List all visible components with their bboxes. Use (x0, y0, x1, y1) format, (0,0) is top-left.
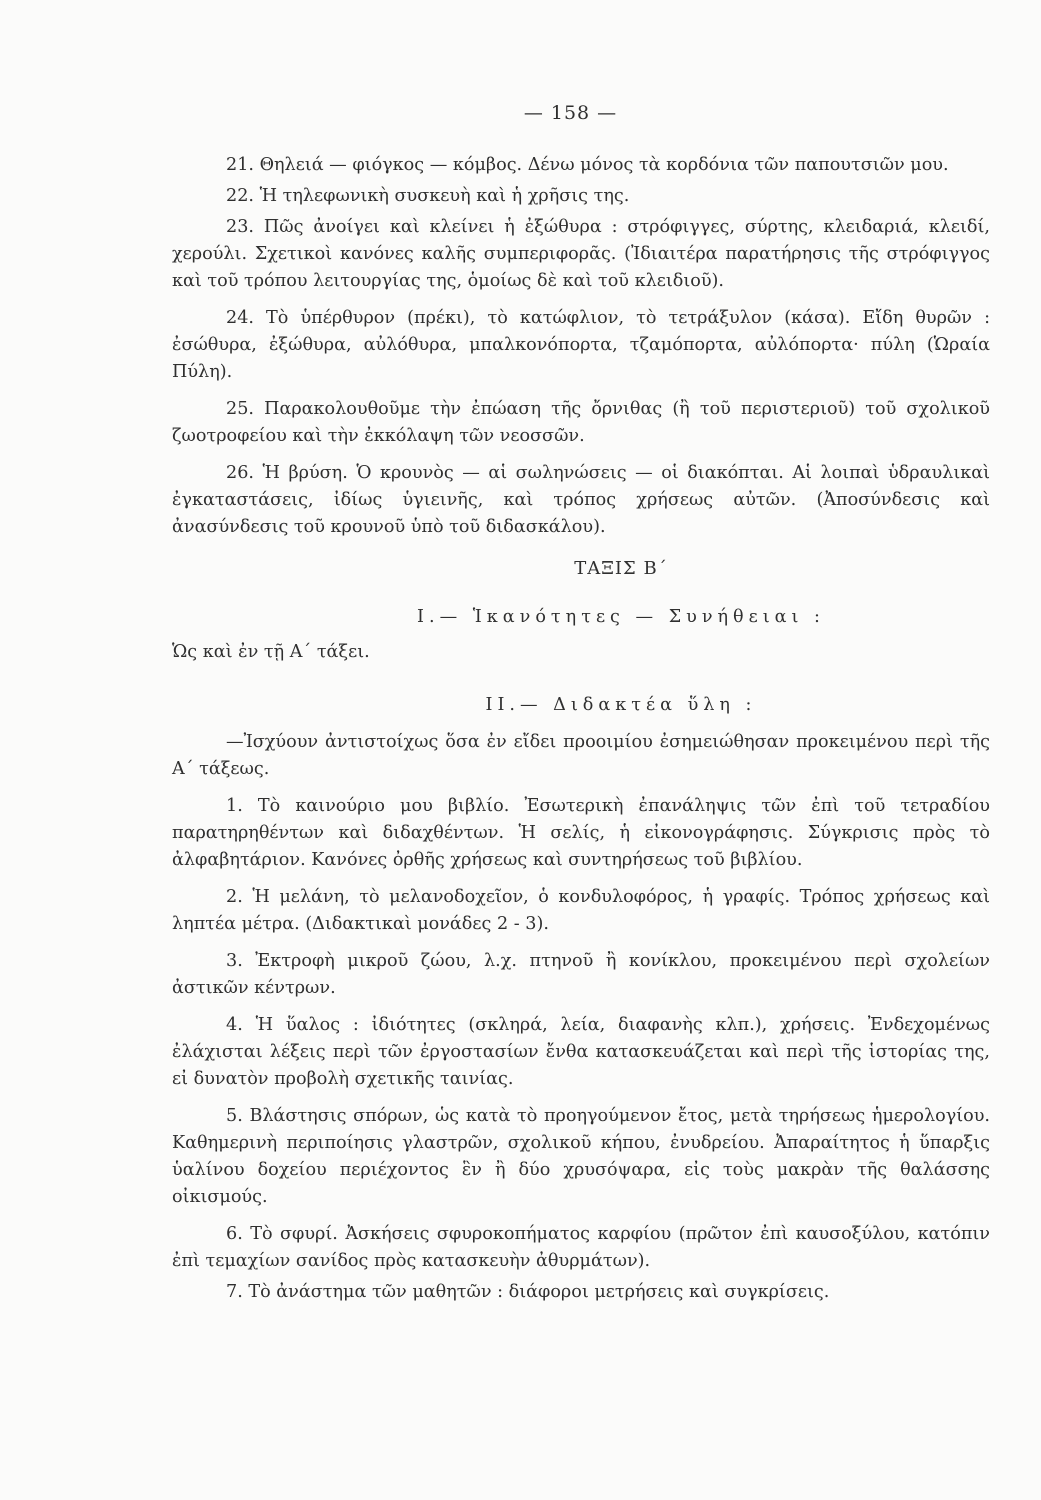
paragraph-item-1: 1. Τὸ καινούριο μου βιβλίο. Ἐσωτερικὴ ἐπανάληψις τῶν ἐπὶ τοῦ τετραδίου παρατηρηθέντων καὶ διδαχθέντων. Ἡ σελίς, ἡ εἰκονογράφησις. Σύγκρισις πρὸς τὸ ἀλφαβητάριον. Κανόνες ὀρθῆς χρήσεως καὶ συντηρήσεως τοῦ βιβλίου. (172, 796, 990, 870)
paragraph-23: 23. Πῶς ἀνοίγει καὶ κλείνει ἡ ἐξώθυρα : στρόφιγγες, σύρτης, κλειδαριά, κλειδί, χερούλι. Σχετικοὶ κανόνες καλῆς συμπεριφορᾶς. (Ἰδιαιτέρα παρατήρησις τῆς στρόφιγγος καὶ τοῦ τρόπου λειτουργίας της, ὁμοίως δὲ καὶ τοῦ κλειδιοῦ). (172, 217, 990, 291)
page-number: — 158 — (523, 102, 618, 124)
paragraph-item-4: 4. Ἡ ὕαλος : ἰδιότητες (σκληρά, λεία, διαφανὴς κλπ.), χρήσεις. Ἐνδεχομένως ἐλάχισται λέξεις περὶ τῶν ἐργοστασίων ἔνθα κατασκευάζεται καὶ περὶ τῆς ἱστορίας της, εἰ δυνατὸν προβολὴ σχετικῆς ταινίας. (172, 1015, 990, 1089)
paragraph-25: 25. Παρακολουθοῦμε τὴν ἐπώαση τῆς ὄρνιθας (ἢ τοῦ περιστεριοῦ) τοῦ σχολικοῦ ζωοτροφείου καὶ τὴν ἐκκόλαψη τῶν νεοσσῶν. (172, 399, 990, 446)
paragraph-intro: —Ἰσχύουν ἀντιστοίχως ὅσα ἐν εἴδει προοιμίου ἐσημειώθησαν προκειμένου περὶ τῆς Α΄ τάξεως. (172, 732, 990, 779)
heading-curriculum: II.— Διδακτέα ὕλη : (485, 695, 757, 715)
paragraph-21: 21. Θηλειά — φιόγκος — κόμβος. Δένω μόνος τὰ κορδόνια τῶν παπουτσιῶν μου. (226, 155, 949, 175)
paragraph-24: 24. Τὸ ὑπέρθυρον (πρέκι), τὸ κατώφλιον, τὸ τετράξυλον (κάσα). Εἴδη θυρῶν : ἐσώθυρα, ἐξώθυρα, αὐλόθυρα, μπαλκονόπορτα, τζαμόπορτα, αὐλόπορτα· πύλη (Ὡραία Πύλη). (172, 308, 990, 382)
paragraph-item-3: 3. Ἐκτροφὴ μικροῦ ζώου, λ.χ. πτηνοῦ ἢ κονίκλου, προκειμένου περὶ σχολείων ἀστικῶν κέντρων. (172, 951, 990, 998)
as-in-class-a-note: Ὡς καὶ ἐν τῇ Α΄ τάξει. (172, 642, 370, 662)
page-content (172, 152, 990, 1306)
paragraph-item-7: 7. Τὸ ἀνάστημα τῶν μαθητῶν : διάφοροι μετρήσεις καὶ συγκρίσεις. (226, 1282, 830, 1302)
paragraph-26: 26. Ἡ βρύση. Ὁ κρουνὸς — αἱ σωληνώσεις — οἱ διακόπται. Αἱ λοιπαὶ ὑδραυλικαὶ ἐγκαταστάσεις, ἰδίως ὑγιεινῆς, καὶ τρόπος χρήσεως αὐτῶν. (Ἀποσύνδεσις καὶ ἀνασύνδεσις τοῦ κρουνοῦ ὑπὸ τοῦ διδασκάλου). (172, 463, 990, 537)
paragraph-item-5: 5. Βλάστησις σπόρων, ὡς κατὰ τὸ προηγούμενον ἔτος, μετὰ τηρήσεως ἡμερολογίου. Καθημερινὴ περιποίησις γλαστρῶν, σχολικοῦ κήπου, ἐνυδρείου. Ἀπαραίτητος ἡ ὕπαρξις ὑαλίνου δοχείου περιέχοντος ἓν ἢ δύο χρυσόψαρα, εἰς τοὺς μακρὰν τῆς θαλάσσης οἰκισμούς. (172, 1106, 990, 1207)
heading-abilities: I.— Ἱκανότητες — Συνήθειαι : (417, 607, 825, 627)
paragraph-item-6: 6. Τὸ σφυρί. Ἀσκήσεις σφυροκοπήματος καρφίου (πρῶτον ἐπὶ καυσοξύλου, κατόπιν ἐπὶ τεμαχίων σανίδος πρὸς κατασκευὴν ἀθυρμάτων). (172, 1224, 990, 1271)
paragraph-22: 22. Ἡ τηλεφωνικὴ συσκευὴ καὶ ἡ χρῆσις της. (226, 186, 630, 206)
paragraph-item-2: 2. Ἡ μελάνη, τὸ μελανοδοχεῖον, ὁ κονδυλοφόρος, ἡ γραφίς. Τρόπος χρήσεως καὶ ληπτέα μέτρα. (Διδακτικαὶ μονάδες 2 - 3). (172, 887, 990, 934)
section-title: ΤΑΞΙΣ Β΄ (574, 558, 668, 579)
